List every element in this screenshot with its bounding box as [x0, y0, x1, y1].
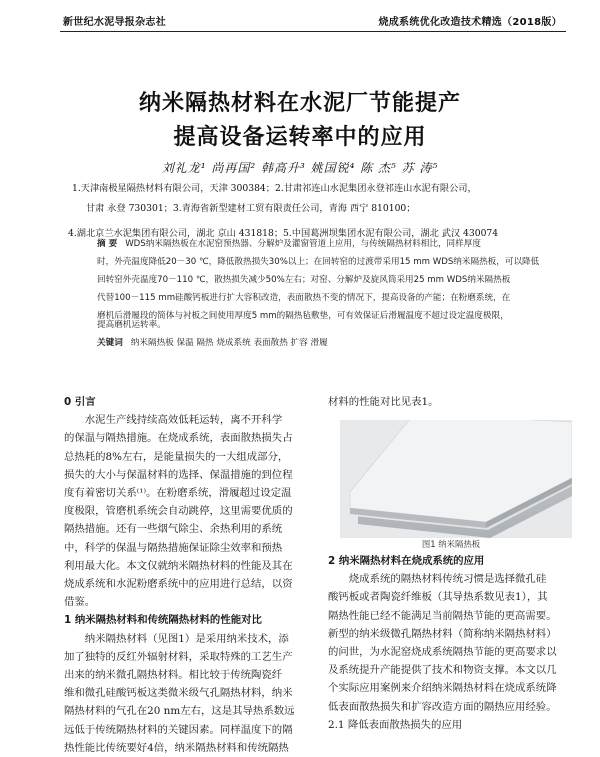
paper-title-line-1: 纳米隔热材料在水泥厂节能提产: [138, 91, 461, 116]
sec1-line-5: 隔热材料的气孔在20 nm左右，这是其导热系数远: [64, 705, 295, 718]
keywords: [97, 336, 571, 348]
sec1-line-7: 热性能比传统要好4倍，纳米隔热材料和传统隔热: [64, 741, 289, 754]
abstract-line-3: 回转窑外壳温度70－110 ℃，散热损失减少50%左右；对窑、分解炉及旋风筒采用25 mm WDS纳米隔热板: [97, 275, 511, 285]
sec1-line-4: 维和微孔硅酸钙板这类微米级气孔隔热材料，纳米: [64, 687, 293, 700]
abstract-line-1: [97, 236, 571, 254]
intro-line-6: 度极限，管磨机系统会自动跳停，这里需要优质的: [64, 505, 293, 518]
sec2-line-8: 低表面散热损失和扩容改造方面的隔热应用经验。: [328, 700, 557, 713]
affiliation-line-3: 4.湖北京兰水泥集团有限公司，湖北 京山 431818；5.中国葛洲坝集团水泥有限公司，湖北 武汉 430074: [68, 228, 499, 239]
intro-line-11: 借鉴。: [64, 596, 96, 609]
section-2-heading: 2 纳米隔热材料在烧成系统的应用: [328, 555, 485, 567]
sec2-line-6: 及系统提升产能提供了技术和物资支撑。本文以几: [328, 664, 557, 677]
intro-line-4: 损失的大小与保温材料的选择、保温措施的到位程: [64, 468, 293, 481]
abstract-line-2: 时，外壳温度降低20－30 ℃，降低散热损失30%以上；在回转窑的过渡带采用15 mm WDS纳米隔热板，可以降低: [97, 257, 540, 267]
sec1-line-2: 加了独特的反红外辐射材料，采取特殊的工艺生产: [64, 650, 293, 663]
sec1-line-1: 纳米隔热材料（见图1）是采用纳米技术，添: [84, 632, 289, 645]
sec2-line-4: 新型的纳米级微孔隔热材料（简称纳米隔热材料）: [328, 627, 557, 640]
intro-line-3: 总热耗的8%左右，是能量损失的一大组成部分，: [64, 450, 289, 463]
author-list: 刘礼龙¹ 尚再国² 韩高升³ 姚国锐⁴ 陈 杰⁵ 苏 涛⁵: [161, 161, 439, 175]
header-journal-name: 新世纪水泥导报杂志社: [63, 17, 166, 28]
figure-1-insulation-board: [340, 420, 572, 538]
keywords-label: 关键词: [97, 338, 123, 348]
intro-line-8: 中，科学的保温与隔热措施保证除尘效率和预热: [64, 541, 283, 554]
running-header: [0, 0, 600, 40]
header-collection-name: 烧成系统优化改造技术精选（2018版）: [378, 17, 562, 28]
left-column: [64, 393, 310, 757]
abstract-line-5: 磨机后滑履段的简体与衬板之间使用厚度5 mm的隔热毡敷垫，可有效保证后滑履温度不超过设定温度极限，: [97, 311, 509, 321]
insulation-board-image: [340, 420, 572, 538]
subsection-2-1-heading: 2.1 降低表面散热损失的应用: [328, 718, 463, 731]
abstract-line-4: 代替100－115 mm硅酸钙板进行扩大容积改造，表面散热不变的情况下，提高设备的产能；在粉磨系统，在: [97, 293, 511, 303]
header-rule: [60, 31, 566, 32]
sec2-line-2: 酸钙板或者陶瓷纤维板（其导热系数见表1），其: [328, 591, 548, 604]
section-1-heading: 1 纳米隔热材料和传统隔热材料的性能对比: [64, 614, 262, 627]
abstract-line-6: 提高磨机运转率。: [97, 320, 166, 330]
sec2-line-7: 个实际应用案例来介绍纳米隔热材料在烧成系统降: [328, 682, 557, 695]
abstract-label: 摘 要: [97, 239, 118, 249]
sec1-line-3: 出来的纳米微孔隔热材料。相比较于传统陶瓷纤: [64, 669, 283, 682]
intro-line-2: 的保温与隔热措施。在烧成系统，表面散热损失占: [64, 432, 293, 445]
right-column-top: [328, 393, 574, 411]
sec2-line-1: 烧成系统的隔热材料传统习惯是选择微孔硅: [348, 573, 547, 586]
sec1-line-6: 远低于传统隔热材料的关键因素。同样温度下的隔: [64, 723, 293, 736]
figure-1-caption: 图1 纳米隔热板: [421, 539, 481, 549]
intro-line-7: 隔热措施。还有一些烟气除尘、余热利用的系统: [64, 523, 283, 536]
table-reference-line: 材料的性能对比见表1。: [328, 396, 439, 408]
intro-line-1: 水泥生产线持续高效低耗运转，离不开科学: [84, 414, 283, 427]
right-column-body: [328, 552, 574, 734]
sec2-line-5: 的问世，为水泥窑烧成系统隔热节能的更高要求以: [328, 646, 557, 659]
abstract-text-1: WDS纳米隔热板在水泥窑预热器、分解炉及灌窗管道上应用，与传统隔热材料相比，同样厚度: [125, 239, 481, 249]
affiliation-line-1: 1.天津南极星隔热材料有限公司，天津 300384；2.甘肃祁连山水泥集团永登祁连山水泥有限公司，: [72, 183, 477, 194]
paper-title-line-2: 提高设备运转率中的应用: [173, 125, 427, 150]
intro-line-5: 度有着密切关系⁽¹⁾。在粉磨系统，滑履超过设定温: [64, 487, 292, 500]
affiliation-line-2: 甘肃 永登 730301；3.青海省新型建材工贸有限责任公司，青海 西宁 810100；: [86, 203, 416, 214]
intro-line-10: 烧成系统和水泥粉磨系统中的应用进行总结，以资: [64, 578, 293, 591]
keywords-text: 纳米隔热板 保温 隔热 烧成系统 表面散热 扩容 滑履: [130, 338, 328, 348]
sec2-line-3: 隔热性能已经不能满足当前隔热节能的更高需要。: [328, 609, 557, 622]
intro-line-9: 利用最大化。本文仅就纳米隔热材料的性能及其在: [64, 559, 293, 572]
intro-heading: 0 引言: [64, 396, 96, 408]
